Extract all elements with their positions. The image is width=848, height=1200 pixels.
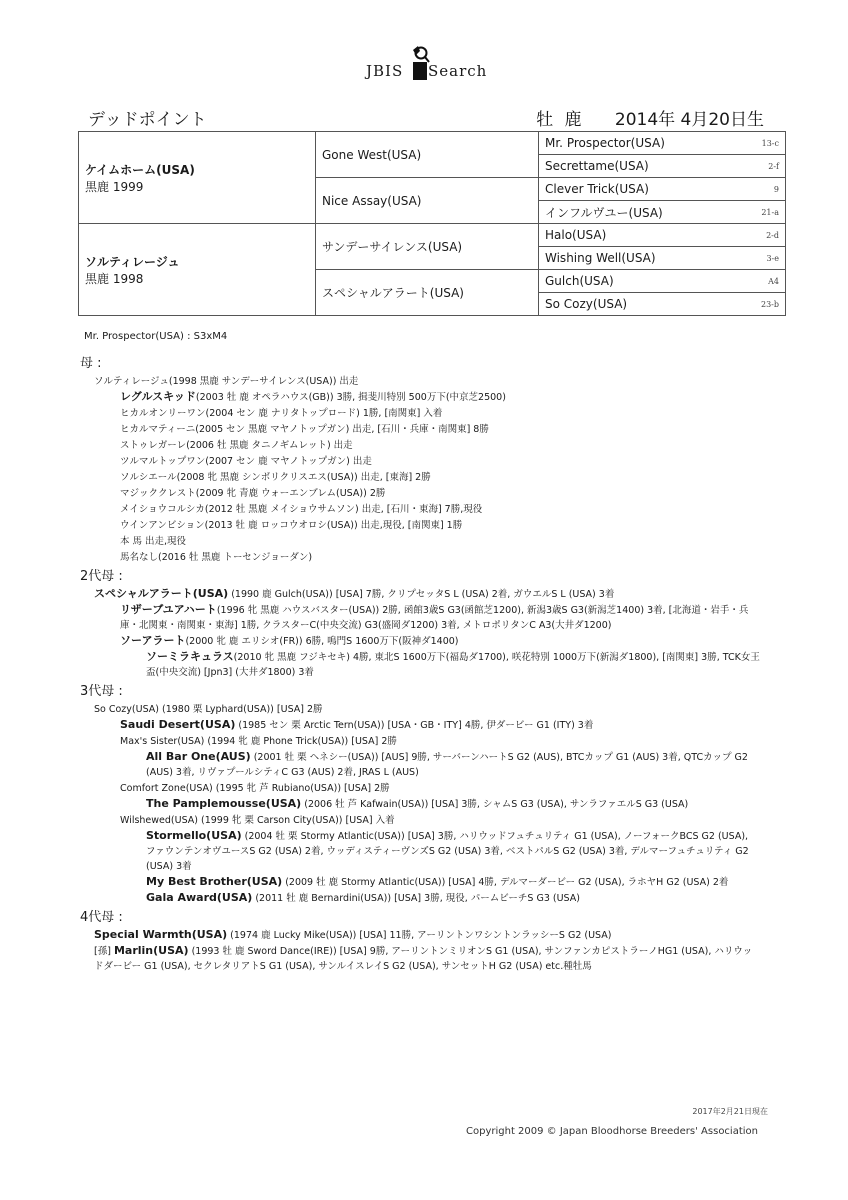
dam-record: ツルマルトップワン(2007 セン 鹿 マヤノトップガン) 出走 xyxy=(120,456,372,467)
dam-cell xyxy=(79,224,316,316)
sire-name: ケイムホーム(USA) xyxy=(85,162,195,177)
horse-name: デッドポイント xyxy=(88,110,207,130)
logo-text-jbis: JBIS xyxy=(366,62,404,80)
dam-record: レグルスキッド(2003 牡 鹿 オペラハウス(GB)) 3勝, 揖斐川特別 500万下(中京芝2500) xyxy=(120,390,506,403)
gen3-record: Gala Award(USA) (2011 牡 鹿 Bernardini(USA)) [USA] 3勝, 現役, パームビーチS G3 (USA) xyxy=(146,891,580,904)
dam-record: ソルティレージュ(1998 黒鹿 サンデーサイレンス(USA)) 出走 xyxy=(94,376,359,387)
horse-color: 鹿 xyxy=(564,110,582,130)
gen4-record: Special Warmth(USA) (1974 鹿 Lucky Mike(USA)) [USA] 11勝, アーリントンワシントンラッシーS G2 (USA) xyxy=(94,928,612,941)
gen3-name: Wishing Well(USA) xyxy=(539,247,740,270)
dam-record: マジッククレスト(2009 牝 青鹿 ウォーエンブレム(USA)) 2勝 xyxy=(120,488,386,499)
gen2-record: リザーブユアハート(1996 牝 黒鹿 ハウスバスター(USA)) 2勝, 函館3歳S G3(函館芝1200), 新潟3歳S G3(新潟芝1400) 3着, [北海道・岩手・兵庫・北関東・南関東・東海] 1勝, クラスターC(中央交流) G3(盛岡ダ1200) 3着, メトロポリタンC A3(大井ダ1200) xyxy=(120,603,749,631)
gen2-record: ソーアラート(2000 牝 鹿 エリシオ(FR)) 6勝, 鳴門S 1600万下(阪神ダ1400) xyxy=(120,634,459,647)
dam-record: メイショウコルシカ(2012 牡 黒鹿 メイショウサムソン) 出走, [石川・東海] 7勝,現役 xyxy=(120,504,483,515)
dam-sire: サンデーサイレンス(USA) xyxy=(316,224,539,270)
dam-dam: スペシャルアラート(USA) xyxy=(316,270,539,316)
horse-sex: 牡 xyxy=(536,110,554,130)
gen3-name: Clever Trick(USA) xyxy=(539,178,740,201)
horse-magnifier-icon xyxy=(410,44,430,80)
pedigree-table xyxy=(78,131,786,316)
gen3-name: So Cozy(USA) xyxy=(539,293,740,316)
gen4-record: [孫] Marlin(USA) (1993 牡 鹿 Sword Dance(IRE)) [USA] 9勝, アーリントンミリオンS G1 (USA), サンファンカピストラーノHG1 (USA), ハリウッドダービー G1 (USA), セクレタリアトS G1 (USA), サンルイスレイS G2 (USA), サンセットH G2 (USA) etc.種牡馬 xyxy=(94,944,753,972)
dam-record: ヒカルマティーニ(2005 セン 黒鹿 マヤノトップガン) 出走, [石川・兵庫・南関東] 8勝 xyxy=(120,424,489,435)
gen3-family: 2-f xyxy=(739,155,786,178)
gen3-family: A4 xyxy=(739,270,786,293)
gen3-record: All Bar One(AUS) (2001 牡 栗 ヘネシー(USA)) [AUS] 9勝, サーバーンハートS G2 (AUS), BTCカップ G1 (AUS) 3着, QTCカップ G2 (AUS) 3着, リヴァプールシティC G3 (AUS) 2着, JRAS L (AUS) xyxy=(146,750,748,778)
section-dam: 母 : xyxy=(80,356,102,371)
inbreeding-note: Mr. Prospector(USA) : S3xM4 xyxy=(84,331,228,342)
family-records xyxy=(80,354,770,974)
logo-text-search: Search xyxy=(428,62,488,80)
gen3-name: Halo(USA) xyxy=(539,224,740,247)
sire-cell xyxy=(79,132,316,224)
gen3-name: Gulch(USA) xyxy=(539,270,740,293)
dam-record: 本 馬 出走,現役 xyxy=(120,536,187,547)
gen3-record: Max's Sister(USA) (1994 牝 鹿 Phone Trick(USA)) [USA] 2勝 xyxy=(120,736,397,747)
dam-record: ストゥレガーレ(2006 牡 黒鹿 タニノギムレット) 出走 xyxy=(120,440,353,451)
gen3-record: My Best Brother(USA) (2009 牡 鹿 Stormy Atlantic(USA)) [USA] 4勝, デルマーダービー G2 (USA), ラホヤH G2 (USA) 2着 xyxy=(146,875,729,888)
section-gen2: 2代母 : xyxy=(80,569,123,584)
dam-record: ソルシエール(2008 牝 黒鹿 シンボリクリスエス(USA)) 出走, [東海] 2勝 xyxy=(120,472,431,483)
gen2-record: スペシャルアラート(USA) (1990 鹿 Gulch(USA)) [USA] 7勝, クリプセッタS L (USA) 2着, ガウエルS L (USA) 3着 xyxy=(94,587,615,600)
gen3-record: Saudi Desert(USA) (1985 セン 栗 Arctic Tern(USA)) [USA・GB・ITY] 4勝, 伊ダービー G1 (ITY) 3着 xyxy=(120,718,594,731)
section-gen4: 4代母 : xyxy=(80,910,123,925)
sire-info: 黒鹿 1999 xyxy=(85,179,144,194)
gen3-record: Wilshewed(USA) (1999 牝 栗 Carson City(USA)) [USA] 入着 xyxy=(120,815,395,826)
gen3-family: 23-b xyxy=(739,293,786,316)
horse-title-bar xyxy=(78,105,768,129)
gen3-name: Mr. Prospector(USA) xyxy=(539,132,740,155)
gen3-name: Secrettame(USA) xyxy=(539,155,740,178)
gen3-family: 21-a xyxy=(739,201,786,224)
gen3-record: Stormello(USA) (2004 牡 栗 Stormy Atlantic(USA)) [USA] 3勝, ハリウッドフュチュリティ G1 (USA), ノーフォークBCS G2 (USA), ファウンテンオヴユースS G2 (USA) 2着, ウッディスティーヴンズS G2 (USA) 3着, ベストパルS G2 (USA) 3着, デルマーフュチュリティ G2 (USA) 3着 xyxy=(146,829,749,872)
gen3-family: 13-c xyxy=(739,132,786,155)
as-of-date: 2017年2月21日現在 xyxy=(692,1107,768,1116)
section-gen3: 3代母 : xyxy=(80,684,123,699)
jbis-search-logo xyxy=(364,40,494,84)
dam-record: 馬名なし(2016 牡 黒鹿 トーセンジョーダン) xyxy=(120,552,313,563)
dam-name: ソルティレージュ xyxy=(85,254,180,269)
dam-record: ヒカルオンリーワン(2004 セン 鹿 ナリタトップロード) 1勝, [南関東] 入着 xyxy=(120,408,443,419)
dam-record: ウインアンビション(2013 牡 鹿 ロッコウオロシ(USA)) 出走,現役, [南関東] 1勝 xyxy=(120,520,463,531)
dam-info: 黒鹿 1998 xyxy=(85,271,144,286)
gen3-name: インフルヴユー(USA) xyxy=(539,201,740,224)
gen2-record: ソーミラキュラス(2010 牝 黒鹿 フジキセキ) 4勝, 東北S 1600万下(福島ダ1700), 咲花特別 1000万下(新潟ダ1800), [南関東] 3勝, TCK女王盃(中央交流) [Jpn3] (大井ダ1800) 3着 xyxy=(146,650,760,678)
gen3-record: The Pamplemousse(USA) (2006 牡 芦 Kafwain(USA)) [USA] 3勝, シャムS G3 (USA), サンラファエルS G3 (USA) xyxy=(146,797,689,810)
gen3-record: Comfort Zone(USA) (1995 牝 芦 Rubiano(USA)) [USA] 2勝 xyxy=(120,783,390,794)
gen3-family: 3-e xyxy=(739,247,786,270)
sire-dam: Nice Assay(USA) xyxy=(316,178,539,224)
gen3-record: So Cozy(USA) (1980 栗 Lyphard(USA)) [USA] 2勝 xyxy=(94,704,323,715)
horse-birth: 2014年 4月20日生 xyxy=(614,110,764,130)
gen3-family: 9 xyxy=(739,178,786,201)
copyright: Copyright 2009 © Japan Bloodhorse Breeders' Association xyxy=(466,1126,758,1137)
horse-profile xyxy=(530,105,764,130)
gen3-family: 2-d xyxy=(739,224,786,247)
sire-sire: Gone West(USA) xyxy=(316,132,539,178)
